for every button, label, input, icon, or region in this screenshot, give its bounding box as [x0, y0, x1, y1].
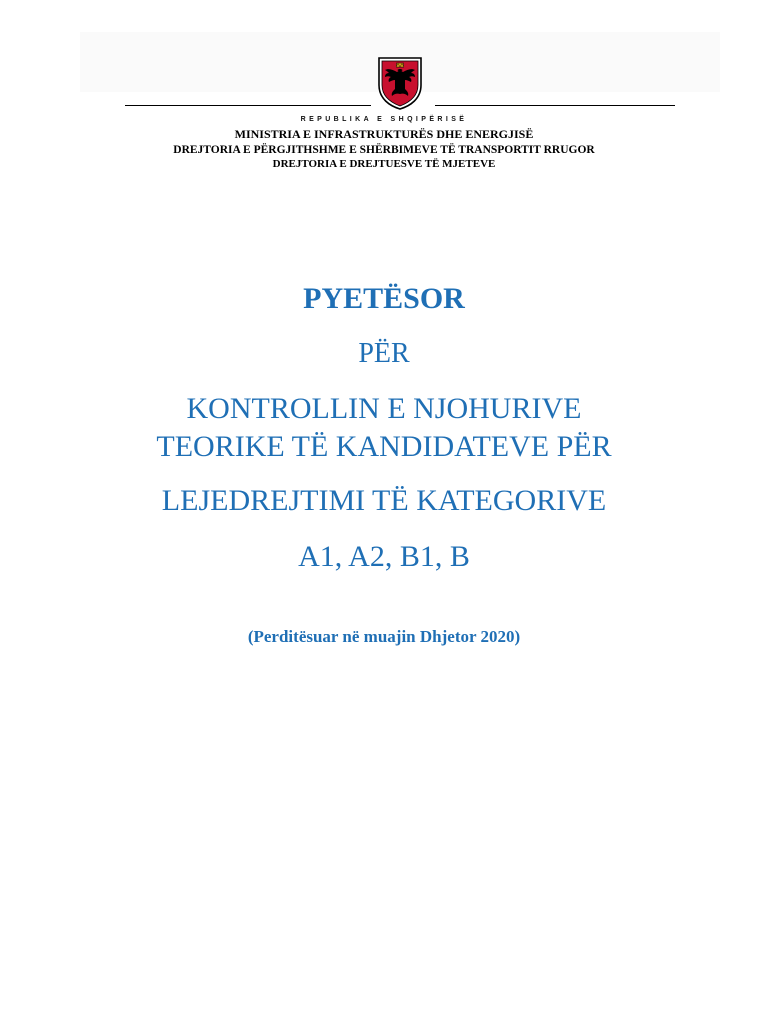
title-line-2: TEORIKE TË KANDIDATEVE PËR: [156, 430, 612, 463]
header-rule-left: [125, 105, 371, 106]
title-preposition: PËR: [358, 338, 410, 369]
republic-label: REPUBLIKA E SHQIPËRISË: [300, 116, 468, 123]
directorate-name: DREJTORIA E DREJTUESVE TË MJETEVE: [272, 158, 496, 170]
license-categories: A1, A2, B1, B: [298, 540, 470, 573]
albanian-coat-of-arms-icon: [376, 55, 424, 111]
ministry-name: MINISTRIA E INFRASTRUKTURËS DHE ENERGJISË: [234, 127, 534, 141]
title-line-1: KONTROLLIN E NJOHURIVE: [186, 392, 582, 425]
update-note: (Perditësuar në muajin Dhjetor 2020): [247, 627, 521, 646]
document-title: PYETËSOR: [303, 282, 465, 315]
header-rule-right: [435, 105, 675, 106]
directorate-general-name: DREJTORIA E PËRGJITHSHME E SHËRBIMEVE TË TRANSPORTIT RRUGOR: [173, 144, 595, 156]
title-line-3: LEJEDREJTIMI TË KATEGORIVE: [161, 484, 607, 517]
